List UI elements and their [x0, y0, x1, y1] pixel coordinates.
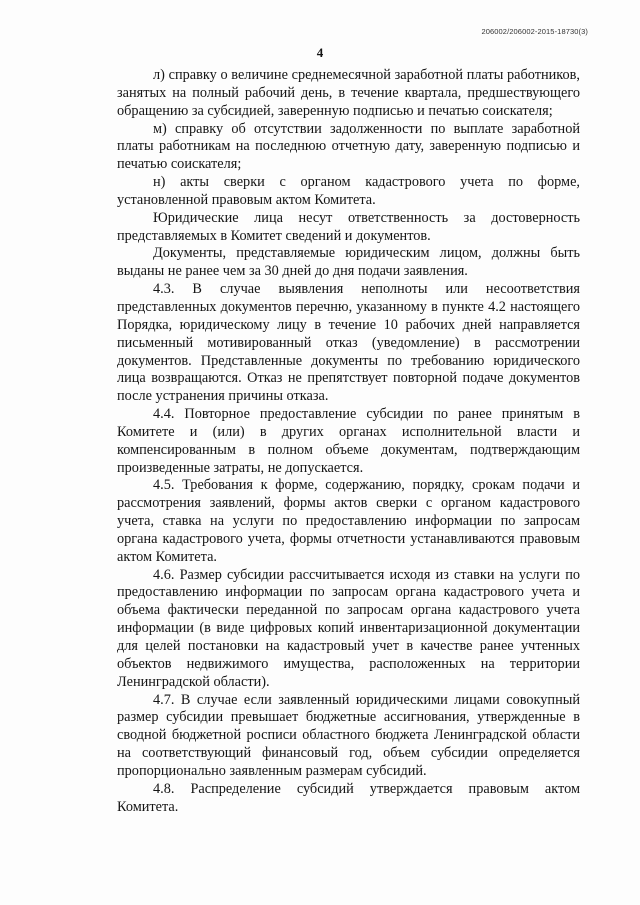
document-id: 206002/206002-2015-18730(3) [481, 27, 588, 36]
paragraph-item-n: н) акты сверки с органом кадастрового учета по форме, установленной правовым актом Комитета. [117, 174, 580, 208]
paragraph-4-4: 4.4. Повторное предоставление субсидии по ранее принятым в Комитете и (или) в других органах исполнительной власти и компенсированным в полном объеме документам, подтверждающим произведенные затраты, не допускается. [117, 406, 580, 476]
paragraph-responsibility: Юридические лица несут ответственность за достоверность представляемых в Комитет сведений и документов. [117, 209, 580, 244]
paragraph-item-m: м) справку об отсутствии задолженности по выплате заработной платы работникам на последнюю отчетную дату, заверенную подписью и печатью соискателя; [117, 120, 580, 173]
page-number: 4 [316, 45, 324, 60]
paragraph-document-validity: Документы, представляемые юридическим лицом, должны быть выданы не ранее чем за 30 дней до дня подачи заявления. [117, 245, 580, 280]
paragraph-4-8: 4.8. Распределение субсидий утверждается правовым актом Комитета. [117, 780, 580, 815]
paragraph-4-3: 4.3. В случае выявления неполноты или несоответствия представленных документов перечню, указанному в пункте 4.2 настоящего Порядка, юридическому лицу в течение 10 рабочих дней направляется письменный мотивированный отказ (уведомление) в рассмотрении документов. Представленные документы по требованию юридического лица возвращаются. Отказ не препятствует повторной подаче документов после устранения причины отказа. [117, 281, 580, 405]
paragraph-item-l: л) справку о величине среднемесячной заработной платы работников, занятых на полный рабочий день, в течение квартала, предшествующего обращению за субсидией, заверенную подписью и печатью соискателя; [117, 67, 580, 119]
paragraph-4-6: 4.6. Размер субсидии рассчитывается исходя из ставки на услуги по предоставлению информации по запросам органа кадастрового учета и объема фактически переданной по запросам органа кадастрового учета информации (в виде цифровых копий инвентаризационной документации для целей постановки на кадастровый учет в качестве ранее учтенных объектов недвижимого имущества, расположенных на территории Ленинградской области). [117, 566, 580, 690]
paragraph-4-5: 4.5. Требования к форме, содержанию, порядку, срокам подачи и рассмотрения заявлений, формы актов сверки с органом кадастрового учета, ставка на услуги по предоставлению информации по запросам органа кадастрового учета, формы отчетности устанавливаются правовым актом Комитета. [117, 477, 580, 565]
document-body [117, 67, 580, 816]
paragraph-4-7: 4.7. В случае если заявленный юридическими лицами совокупный размер субсидии превышает бюджетные ассигнования, утвержденные в сводной бюджетной росписи областного бюджета Ленинградской области на соответствующий финансовый год, объем субсидии определяется пропорционально заявленным размерам субсидий. [117, 691, 580, 779]
